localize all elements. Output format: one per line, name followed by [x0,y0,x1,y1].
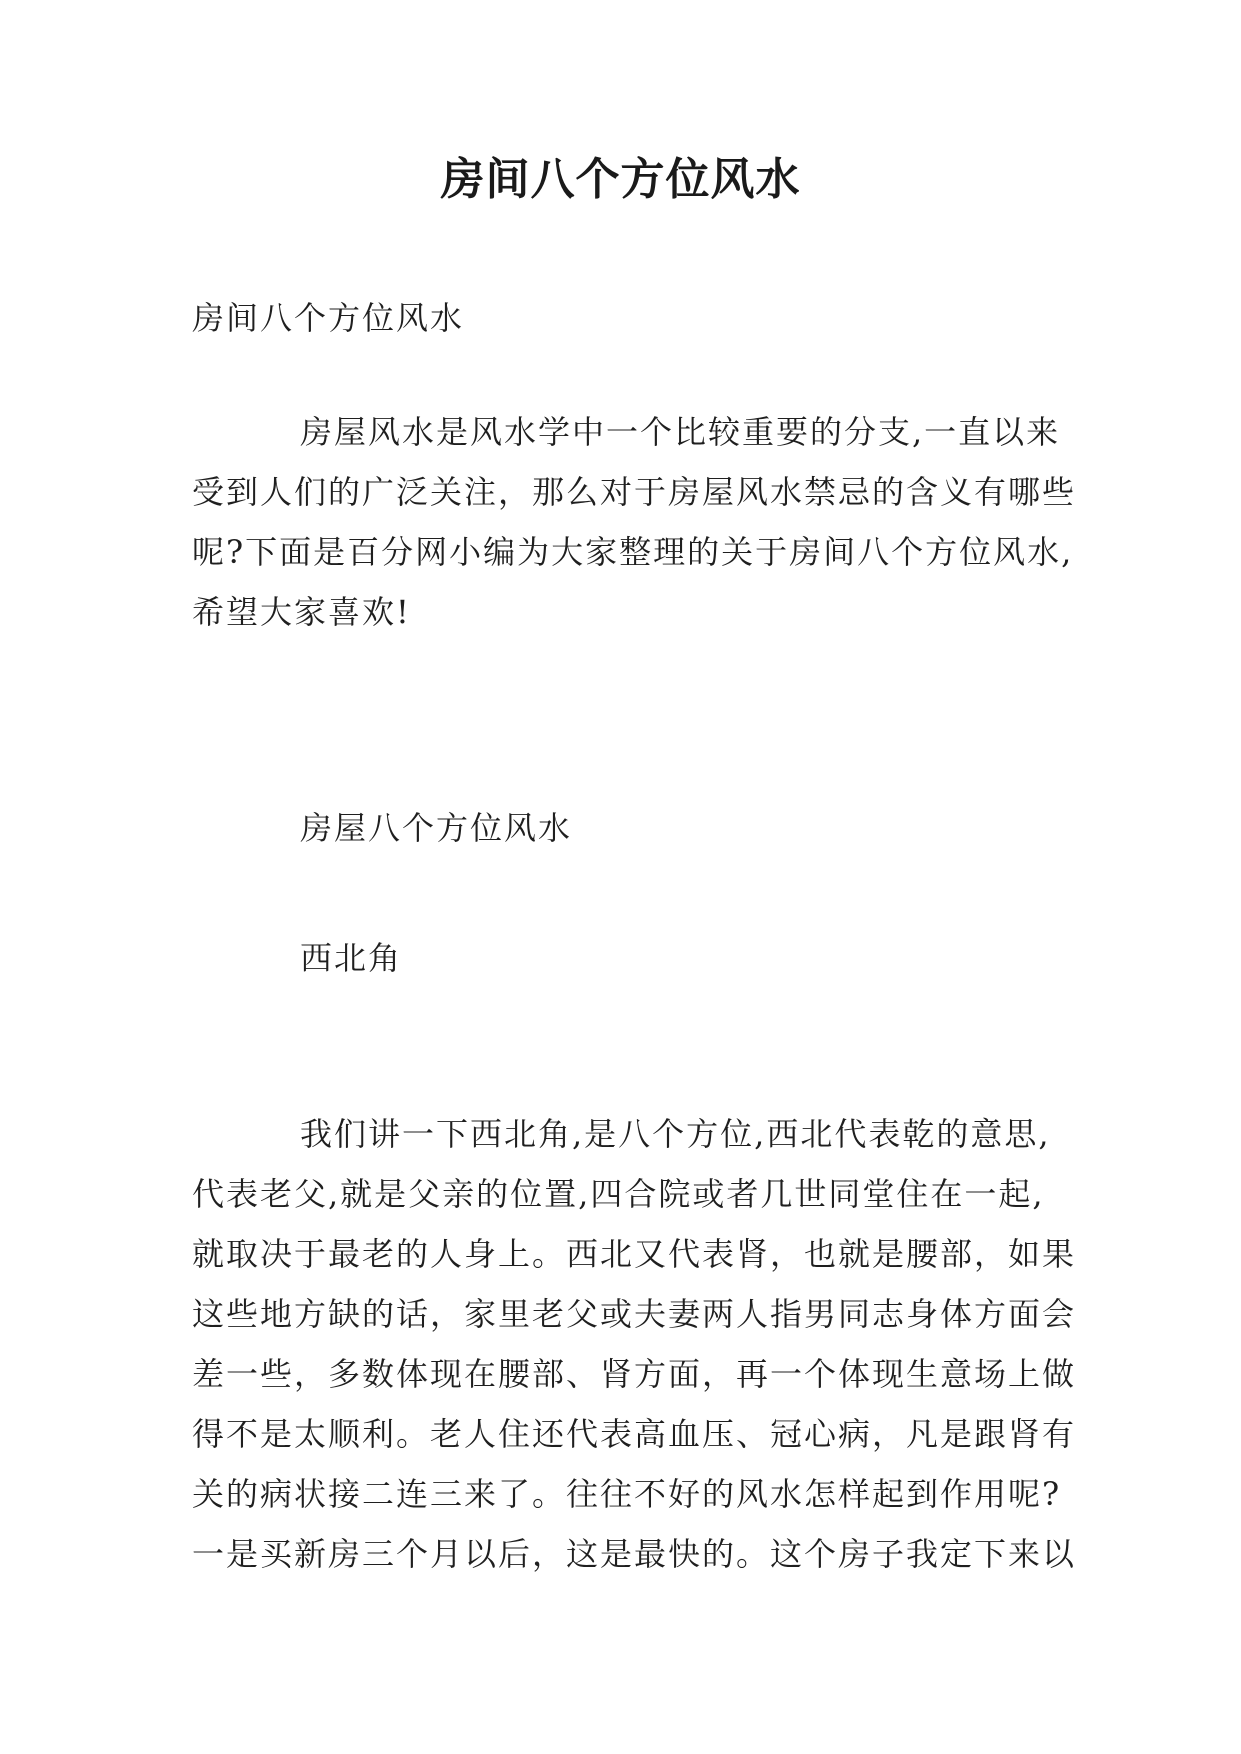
body-line: 代表老父,就是父亲的位置,四合院或者几世同堂住在一起, [192,1175,1045,1213]
body-line: 一是买新房三个月以后，这是最快的。这个房子我定下来以 [192,1535,1077,1573]
body-line: 得不是太顺利。老人住还代表高血压、冠心病，凡是跟肾有 [192,1415,1077,1453]
body-line: 差一些，多数体现在腰部、肾方面，再一个体现生意场上做 [192,1355,1077,1393]
body-line: 就取决于最老的人身上。西北又代表肾，也就是腰部，如果 [192,1235,1077,1273]
body-line: 这些地方缺的话，家里老父或夫妻两人指男同志身体方面会 [192,1295,1077,1333]
intro-line: 房屋风水是风水学中一个比较重要的分支,一直以来 [300,413,1061,451]
body-line: 关的病状接二连三来了。往往不好的风水怎样起到作用呢? [192,1475,1062,1513]
intro-line: 受到人们的广泛关注，那么对于房屋风水禁忌的含义有哪些 [192,473,1077,511]
intro-line: 希望大家喜欢! [192,593,411,631]
body-paragraph [192,1104,1077,1584]
body-line: 我们讲一下西北角,是八个方位,西北代表乾的意思, [300,1115,1051,1153]
subsection-heading: 西北角 [300,939,403,977]
section-heading: 房屋八个方位风水 [300,809,573,847]
intro-paragraph [192,402,1077,642]
intro-line: 呢?下面是百分网小编为大家整理的关于房间八个方位风水, [192,533,1074,571]
document-title: 房间八个方位风水 [440,154,801,205]
document-subtitle: 房间八个方位风水 [192,299,465,337]
